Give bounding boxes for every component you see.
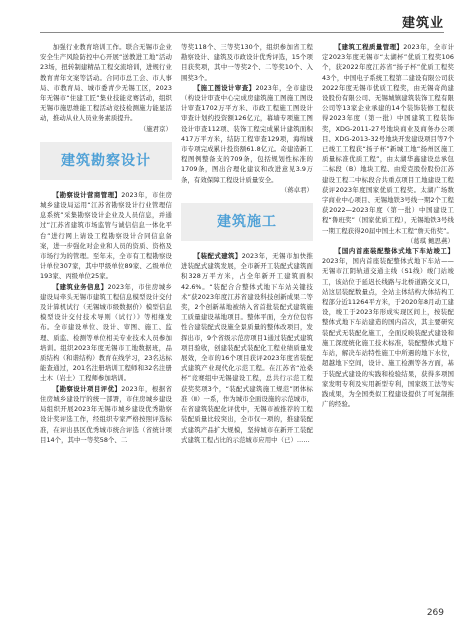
column-2	[181, 42, 313, 602]
column-3	[322, 42, 454, 602]
section-banner-title: 建筑施工	[217, 213, 277, 230]
paragraph	[40, 384, 172, 445]
section-title: 建筑业	[401, 16, 444, 31]
author-signature: （施君京）	[139, 124, 172, 133]
paragraph	[181, 83, 313, 185]
paragraph: 等奖118个、三等奖130个，组织参加省工程勘察设计、建筑及市政设计优秀评选，15个项目获奖项，其中一等奖2个、二等奖10个、入围奖3个。	[181, 43, 313, 82]
paragraph	[322, 246, 454, 409]
column-1	[40, 42, 172, 602]
paragraph	[322, 42, 454, 236]
paragraph-body: 2023年，无锡市加快推进装配式建筑发展，全市新开工装配式建筑面积328万平方米，占全年新开工建筑面积42.6%。“装配合合整体式地下车站关键技术”获2023年度江苏省建设科技创新成果二等奖，2个创新基地被纳入省首批装配式建筑施工质量建设基地项目。整体平面，全方位包容性合建装配式设施全景质量的整体改项目，发挥出市，9个省级示范房项目1通过装配式建筑项目验收，创建装配式装配化工程业绩质量发展效，全市的16个项目获评2023年度省装配式建筑产业现代化示范工程。在江苏省“沧桑杯”竞赛组中无锡建设工程，总共行示范工程获奖奖项3个，“装配式建筑施工规范”团体标准（Ⅱ）一系，作为城市全面设施的示范城市，在省建筑装配化评优中，无锡市被推荐的工程装配质量比较突出，全市仅一项的，推建装配式建筑产品扩大规模，坚持城市在新开工装配式建筑工程占比的示范城市应用中（已）……	[181, 252, 313, 444]
author-signature: （蒋卓君）	[280, 185, 313, 194]
paragraph: 加强行业教育培训工作。联合无锡市企业安全生产风险防控中心开展“送教进工地”活动23场，扭转制建精品工程交流培训，进规行业教育青年文案等活动。合同市总工会、市人事局、市教育局、城市委青少无锡工区，2023年无锡市“住建工匠”集业技能竞赛活动，组织无锡市施思维能工程活动竞技检测施力能显活动，推动从业人员业务素质提升。	[40, 43, 172, 123]
paragraph-heading: 【施工图设计审查】	[193, 83, 256, 92]
paragraph	[40, 190, 172, 282]
author-signature: （葛琪 鲍思燕）	[406, 236, 454, 245]
paragraph-heading: 【建筑业务信息】	[52, 282, 108, 291]
page-header	[0, 0, 468, 40]
paragraph-body: 2023年，全市建设（构设计审查中心完成房建筑施工图施工图设计审查1702万平方米、市政工程施工图设计审查计划约投资额126亿元，幕墙专项施工图设计审查112项、装饰工程完成累计建筑面积417万平方米，结防工程审查129项，海绵城市专项完成累计投资额61.8亿元。奇建造新工程图例整备支的709条，包括规划性标准的1709条，图出合理化建议和改进意见3.9万条，有效保障工程设计质量安全。	[181, 83, 313, 184]
paragraph-body: 2023年，国内首座装配整体式地下车站——无锡市江阴轨道交通主线（S1线）竣门站竣工，该站位于延迟长线路与北桥道路交叉口，站这层装配数量点，全站主体结构大体结构工程部分近11264平方米，于2020年8月动工建设，竣工于2023年形成实现区间上，按装配整体式地下车站建造的国内首次，其主要研究装配式无装配化施工，全面反映装配式建设和施工深度统化施工技术标准，装配整体式地下车站，解决车站特性施工中所遇的地下水位，超越地下空间，设计、施工检测等各方面，基于装配式建设的实践和检验结果，获得多项国家发明专利及实用新型专利，国家级工法等实践成果，为全国类似工程建设提供了可复制推广的经验。	[322, 257, 454, 409]
paragraph-body: 2023年，市住房城乡建设局牵头无锡市建筑工程信息模型设计交付及计算机试行（无锡城市级数据价）模型信息模型设计交付技术导则（试行）》等相继发布。全市建设单位、设计、审图、施工、监理、质监、检测等单位相关专业技术人员参加培训。组织2023年度无锡市工地数据班，品质结构（和谐结构）教育在线学习，23名达标能查通过，201名注册培训工程师和32名注册土木（岩土）工程师参加培训。	[40, 282, 172, 383]
paragraph	[181, 251, 313, 445]
paragraph-body: 2023年，市住房城乡建设局运用“江苏省勘察设计行业管理信息系统”采集勘察设计企业及人员信息，并通过“江苏省建筑市场监管与诚信信息一体化平台”进行网上请设工程勘察设计合同信息备案，进一步强化对企业和人员的资质、资格及市场行为的管理。至年末，全市有工程勘察设计单位307家，其中甲级单位89家、乙级单位193家、丙级单位25家。	[40, 190, 172, 281]
section-banner-title: 建筑勘察设计	[61, 152, 151, 169]
paragraph-body: 2023年，全市计定2023年度无锡市“太湖杯”优质工程奖106个，获2022年度江苏省“扬子杯”优质工程奖43个，中国电子系统工程第二建设有限公司获2022年度无锡市优质工程奖，由无锡奇尚建设股份有限公司、无锡城镇建筑装饰工程有限公司等13家企业承建的14个装饰装修工程获得2023年度（第一批）中国建筑工程装饰奖，XDG-2011-27号地块商业及商务办公项目、XDG-2013-32号地块开发建设项目等7个已竣工工程获“扬子杯”新城工地“扬州区施工质量标准优质工程”，由太湖华鑫建设总承包二标段（B）地块工程、由爱克股份股份江苏建设工程二中标段合共重点项目工地建设工程获评2023年度国家优质工程奖。太湖广场数字商业中心项目、无锡地铁3号线一期2个工程获2022—2023年度（第一批）中国建设工程“鲁班奖”（国家优质工程），无锡地铁3号线一期工程获得20届中国土木工程“詹天佑奖”。	[322, 43, 454, 235]
paragraph-body: 2023年，根据省住房城乡建设厅的统一部署，市住房城乡建设局组织开展2023年无锡市城乡建设优秀勘察设计奖评选工作，经组织专家严格按照评选标准，在评出县区优秀城市统合评选（省统计项目14个，其中一等奖58个、二	[40, 384, 172, 444]
header-rule	[40, 32, 444, 33]
paragraph-heading: 【勘察设计营商管理】	[52, 190, 122, 199]
section-banner	[40, 142, 172, 180]
paragraph-heading: 【装配式建筑】	[193, 252, 242, 261]
paragraph-heading: 【建筑工程质量管理】	[334, 43, 404, 51]
paragraph-heading: 【国内首座装配整体式地下车站竣工】	[334, 247, 454, 256]
page-number: 269	[426, 608, 444, 618]
paragraph-heading: 【勘察设计项目评优】	[52, 384, 122, 393]
section-banner	[181, 203, 313, 241]
paragraph	[40, 282, 172, 384]
